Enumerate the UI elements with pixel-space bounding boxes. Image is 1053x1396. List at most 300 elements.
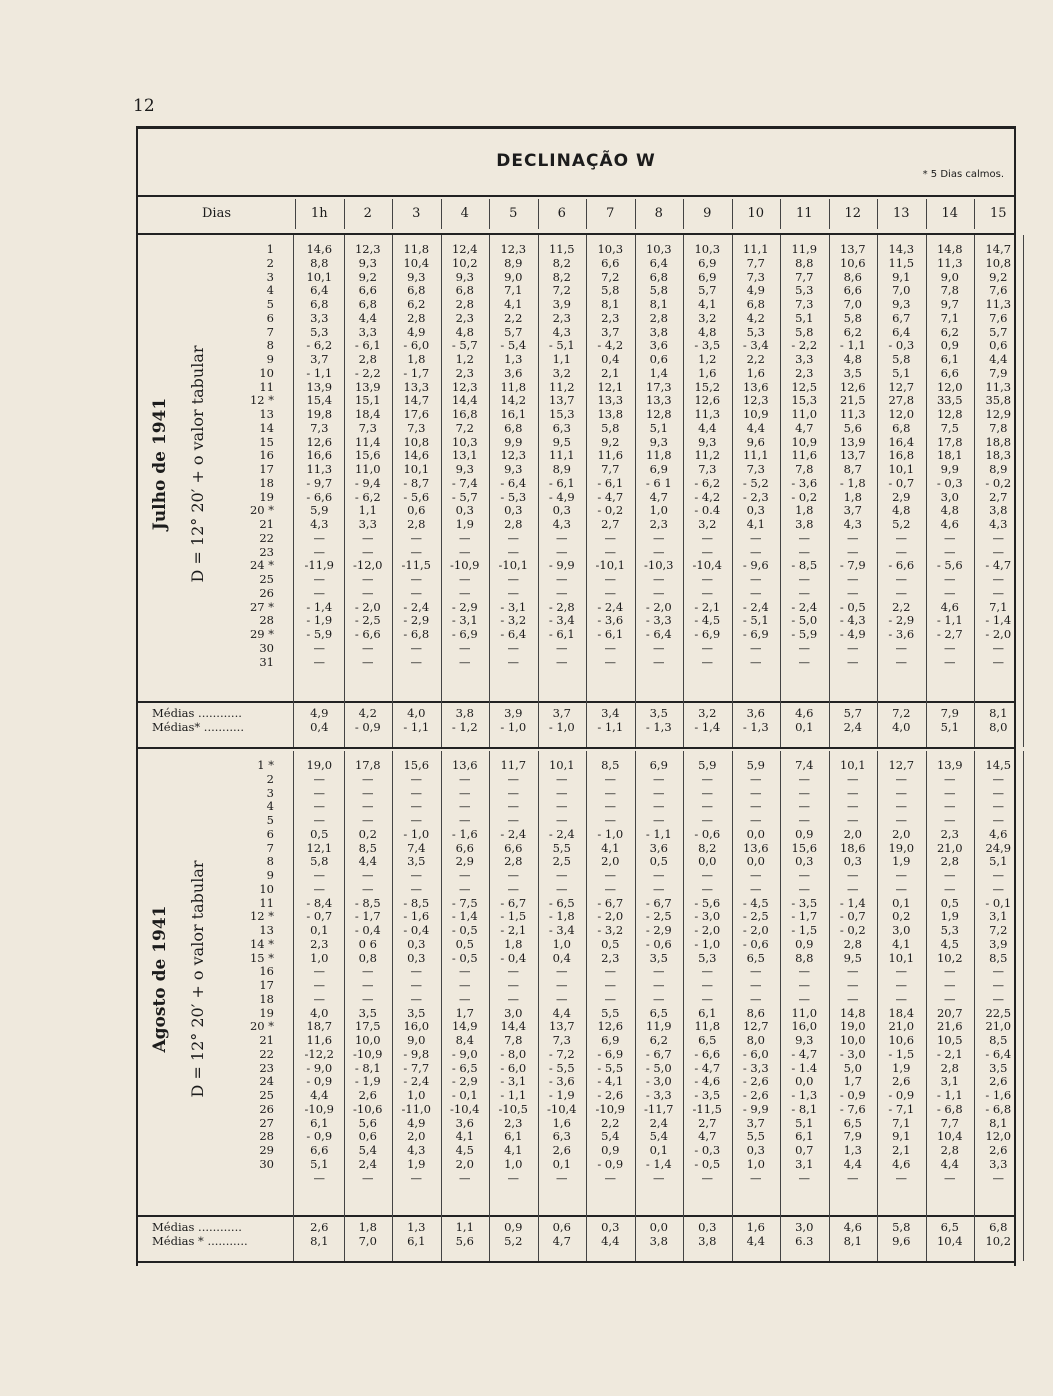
table-cell: 12,0 bbox=[888, 407, 915, 421]
table-cell: — bbox=[410, 654, 422, 669]
table-cell: 11,3 bbox=[985, 297, 1012, 311]
august-means-separator bbox=[138, 1215, 1014, 1217]
table-cell: 12,6 bbox=[597, 1019, 624, 1034]
table-cell: 12,7 bbox=[888, 758, 915, 772]
means-cell: 7,0 bbox=[358, 1233, 377, 1248]
table-cell: - 3,0 bbox=[839, 1046, 866, 1061]
table-cell: - 6,2 bbox=[694, 475, 721, 490]
table-cell: 9,3 bbox=[649, 434, 668, 449]
table-cell: - 3,3 bbox=[742, 1060, 769, 1075]
day-label: 10 bbox=[259, 365, 274, 380]
table-cell: - 2,7 bbox=[936, 627, 963, 641]
day-label: 4 bbox=[266, 283, 274, 298]
table-cell: — bbox=[847, 868, 859, 882]
table-cell: 2,8 bbox=[455, 297, 474, 311]
table-cell: — bbox=[459, 640, 471, 655]
table-cell: — bbox=[556, 544, 568, 559]
table-cell: — bbox=[507, 544, 519, 559]
table-cell: — bbox=[895, 530, 907, 545]
means-divider bbox=[489, 1215, 490, 1261]
table-cell: - 5,9 bbox=[791, 627, 818, 641]
table-cell: 16,0 bbox=[403, 1019, 430, 1034]
table-cell: — bbox=[750, 771, 762, 786]
table-cell: — bbox=[701, 964, 713, 979]
day-label: 29 * bbox=[249, 627, 274, 641]
table-cell: - 0,3 bbox=[936, 475, 963, 490]
means-cell: 0,1 bbox=[795, 719, 814, 734]
table-cell: — bbox=[604, 572, 616, 586]
table-cell: 8,5 bbox=[989, 950, 1008, 965]
table-cell: 1,9 bbox=[455, 517, 474, 531]
table-cell: — bbox=[944, 530, 956, 545]
column-divider bbox=[780, 751, 781, 1215]
table-cell: 1,8 bbox=[504, 936, 523, 951]
table-cell: 0,7 bbox=[795, 1143, 814, 1157]
table-cell: 20,7 bbox=[936, 1005, 963, 1020]
header-hour-10: 10 bbox=[747, 206, 765, 221]
table-cell: 9,3 bbox=[504, 462, 523, 476]
table-cell: 11,3 bbox=[936, 255, 963, 270]
table-cell: 9,0 bbox=[940, 269, 959, 284]
table-cell: 0,6 bbox=[358, 1129, 377, 1144]
table-cell: - 3,2 bbox=[597, 923, 624, 937]
table-cell: 1,6 bbox=[552, 1115, 571, 1130]
table-cell: — bbox=[410, 544, 422, 559]
table-cell: — bbox=[798, 813, 810, 827]
table-cell: - 1,0 bbox=[403, 826, 430, 841]
table-cell: 19,8 bbox=[306, 407, 333, 421]
table-cell: 17,8 bbox=[354, 758, 381, 772]
column-divider bbox=[293, 235, 294, 701]
table-cell: 10,3 bbox=[645, 242, 672, 256]
table-cell: 14,8 bbox=[839, 1005, 866, 1020]
table-cell: 0,8 bbox=[358, 950, 377, 965]
table-cell: 21,0 bbox=[936, 840, 963, 855]
table-cell: — bbox=[847, 544, 859, 559]
table-cell: — bbox=[944, 654, 956, 669]
means-cell: - 1,1 bbox=[597, 719, 624, 734]
table-cell: — bbox=[992, 964, 1004, 979]
table-cell: 9,3 bbox=[455, 269, 474, 284]
table-cell: 7,3 bbox=[310, 420, 329, 435]
table-cell: 8,8 bbox=[795, 255, 814, 270]
table-cell: — bbox=[556, 572, 568, 586]
table-cell: — bbox=[313, 544, 325, 559]
table-cell: - 0,9 bbox=[306, 1074, 333, 1089]
table-cell: 6,4 bbox=[649, 255, 668, 270]
table-cell: — bbox=[604, 813, 616, 827]
header-hour-13: 13 bbox=[892, 206, 910, 221]
table-cell: 6,2 bbox=[843, 324, 862, 339]
table-cell: — bbox=[750, 868, 762, 882]
table-cell: 4,0 bbox=[310, 1005, 329, 1020]
table-cell: 4,3 bbox=[843, 517, 862, 531]
table-cell: 17,5 bbox=[354, 1019, 381, 1034]
table-cell: 7,2 bbox=[455, 420, 474, 435]
means-divider bbox=[293, 1215, 294, 1261]
table-cell: — bbox=[992, 771, 1004, 786]
table-cell: - 3,0 bbox=[645, 1074, 672, 1089]
table-cell: 4,8 bbox=[940, 503, 959, 518]
day-label: 22 bbox=[259, 1046, 274, 1061]
table-cell: — bbox=[847, 785, 859, 800]
table-cell: 8,4 bbox=[455, 1033, 474, 1047]
table-cell: 3,5 bbox=[843, 365, 862, 380]
table-cell: — bbox=[798, 1170, 810, 1185]
means-cell: 3,2 bbox=[698, 706, 717, 720]
table-cell: - 1,1 bbox=[500, 1088, 527, 1102]
table-cell: 10,1 bbox=[403, 462, 430, 476]
table-cell: - 0,2 bbox=[985, 475, 1012, 490]
table-cell: 6,6 bbox=[455, 840, 474, 855]
table-cell: 2,2 bbox=[746, 352, 765, 366]
table-cell: 6,6 bbox=[601, 255, 620, 270]
table-cell: - 9,6 bbox=[742, 558, 769, 573]
table-cell: 7,4 bbox=[407, 840, 426, 855]
table-cell: 0,3 bbox=[795, 854, 814, 869]
table-cell: 6,6 bbox=[310, 1143, 329, 1157]
table-cell: — bbox=[362, 813, 374, 827]
table-cell: - 0,7 bbox=[839, 909, 866, 924]
table-cell: 9,2 bbox=[989, 269, 1008, 284]
table-cell: — bbox=[653, 530, 665, 545]
table-cell: 10,4 bbox=[403, 255, 430, 270]
table-cell: 7,2 bbox=[601, 269, 620, 284]
table-cell: 13,3 bbox=[403, 379, 430, 394]
table-cell: 15,1 bbox=[354, 393, 381, 408]
table-cell: 5,3 bbox=[746, 324, 765, 339]
table-cell: - 7,9 bbox=[839, 558, 866, 573]
table-cell: — bbox=[798, 572, 810, 586]
table-cell: 7,7 bbox=[940, 1115, 959, 1130]
table-cell: — bbox=[653, 868, 665, 882]
column-divider bbox=[586, 235, 587, 701]
means-divider bbox=[974, 1215, 975, 1261]
table-cell: 7,3 bbox=[358, 420, 377, 435]
day-label: 3 bbox=[266, 269, 274, 284]
table-cell: — bbox=[362, 964, 374, 979]
table-cell: — bbox=[798, 991, 810, 1006]
table-cell: — bbox=[944, 572, 956, 586]
day-label: 5 bbox=[266, 813, 274, 827]
table-cell: — bbox=[847, 771, 859, 786]
table-cell: 8,9 bbox=[504, 255, 523, 270]
means-cell: 0,9 bbox=[504, 1220, 523, 1234]
table-cell: 7,1 bbox=[504, 283, 523, 298]
table-cell: - 9,9 bbox=[548, 558, 575, 573]
table-cell: 10,2 bbox=[936, 950, 963, 965]
table-cell: — bbox=[992, 978, 1004, 992]
column-divider bbox=[489, 235, 490, 701]
table-cell: 3,5 bbox=[649, 950, 668, 965]
table-cell: - 0.4 bbox=[694, 503, 721, 518]
table-cell: 7,2 bbox=[989, 923, 1008, 937]
table-cell: 14,9 bbox=[451, 1019, 478, 1034]
table-cell: — bbox=[604, 964, 616, 979]
table-cell: — bbox=[750, 640, 762, 655]
column-divider bbox=[877, 751, 878, 1215]
table-cell: 6,8 bbox=[649, 269, 668, 284]
table-cell: 7,3 bbox=[552, 1033, 571, 1047]
means-cell: 10,4 bbox=[936, 1233, 963, 1248]
table-cell: — bbox=[313, 572, 325, 586]
table-cell: - 6,4 bbox=[500, 627, 527, 641]
table-cell: 8,6 bbox=[843, 269, 862, 284]
table-cell: — bbox=[410, 978, 422, 992]
table-cell: 2,4 bbox=[649, 1115, 668, 1130]
table-cell: 5,3 bbox=[310, 324, 329, 339]
table-cell: — bbox=[507, 991, 519, 1006]
table-cell: 2,5 bbox=[552, 854, 571, 869]
table-cell: 2,1 bbox=[601, 365, 620, 380]
table-cell: — bbox=[410, 572, 422, 586]
table-cell: 5,5 bbox=[601, 1005, 620, 1020]
table-cell: 12,6 bbox=[839, 379, 866, 394]
header-hour-7: 7 bbox=[606, 206, 615, 221]
table-cell: — bbox=[750, 881, 762, 896]
table-cell: - 3,2 bbox=[500, 613, 527, 628]
day-label: 6 bbox=[266, 826, 274, 841]
table-cell: - 0,7 bbox=[306, 909, 333, 924]
table-cell: 18,6 bbox=[839, 840, 866, 855]
table-cell: — bbox=[944, 1170, 956, 1185]
header-hour-1: 1h bbox=[310, 206, 328, 221]
table-cell: 2,4 bbox=[358, 1156, 377, 1171]
table-cell: - 3,3 bbox=[645, 613, 672, 628]
table-cell: 11,6 bbox=[306, 1033, 333, 1047]
table-cell: - 4,7 bbox=[985, 558, 1012, 573]
table-cell: — bbox=[847, 799, 859, 814]
table-cell: 9,9 bbox=[504, 434, 523, 449]
table-cell: 0,5 bbox=[455, 936, 474, 951]
table-cell: - 0,9 bbox=[839, 1088, 866, 1102]
table-cell: - 6,5 bbox=[548, 895, 575, 910]
header-hour-5: 5 bbox=[509, 206, 518, 221]
day-label: 30 bbox=[259, 640, 274, 655]
table-cell: 3,3 bbox=[310, 310, 329, 325]
table-cell: 21,5 bbox=[839, 393, 866, 408]
table-cell: 7,3 bbox=[795, 297, 814, 311]
table-cell: 7,3 bbox=[407, 420, 426, 435]
table-cell: 0,6 bbox=[407, 503, 426, 518]
table-cell: - 2,9 bbox=[451, 599, 478, 614]
day-label: 8 bbox=[266, 854, 274, 869]
table-cell: - 0,6 bbox=[742, 936, 769, 951]
table-cell: 2,3 bbox=[601, 310, 620, 325]
table-cell: 1,9 bbox=[407, 1156, 426, 1171]
means-cell: 8,1 bbox=[310, 1233, 329, 1248]
table-cell: 1,9 bbox=[892, 854, 911, 869]
table-cell: 22,5 bbox=[985, 1005, 1012, 1020]
table-cell: — bbox=[410, 585, 422, 600]
table-cell: 2,3 bbox=[552, 310, 571, 325]
table-cell: - 1,8 bbox=[548, 909, 575, 924]
table-cell: - 2,4 bbox=[403, 1074, 430, 1089]
table-cell: -11,5 bbox=[401, 558, 431, 573]
table-cell: -12,2 bbox=[304, 1046, 334, 1061]
table-cell: 3,3 bbox=[795, 352, 814, 366]
table-cell: - 5,5 bbox=[597, 1060, 624, 1075]
means-cell: 0,3 bbox=[698, 1220, 717, 1234]
table-cell: 6,9 bbox=[698, 255, 717, 270]
header-hour-2: 2 bbox=[363, 206, 372, 221]
table-cell: — bbox=[798, 654, 810, 669]
table-cell: - 5,1 bbox=[742, 613, 769, 628]
table-cell: 5,8 bbox=[310, 854, 329, 869]
table-cell: 0,3 bbox=[407, 936, 426, 951]
day-label: 7 bbox=[266, 324, 274, 339]
table-cell: — bbox=[750, 991, 762, 1006]
day-label: 31 bbox=[259, 654, 274, 669]
table-cell: - 0,2 bbox=[597, 503, 624, 518]
table-cell: — bbox=[847, 654, 859, 669]
table-cell: — bbox=[556, 585, 568, 600]
header-divider bbox=[683, 199, 684, 229]
table-cell: — bbox=[895, 585, 907, 600]
table-cell: 12,5 bbox=[791, 379, 818, 394]
table-cell: 4,9 bbox=[407, 1115, 426, 1130]
table-cell: - 6,6 bbox=[306, 489, 333, 504]
table-cell: — bbox=[750, 785, 762, 800]
means-cell: 4,4 bbox=[746, 1233, 765, 1248]
column-divider bbox=[344, 235, 345, 701]
table-cell: 2,0 bbox=[892, 826, 911, 841]
means-cell: 4,6 bbox=[795, 706, 814, 720]
header-divider bbox=[586, 199, 587, 229]
column-divider bbox=[344, 751, 345, 1215]
table-cell: — bbox=[313, 654, 325, 669]
table-cell: 6,6 bbox=[940, 365, 959, 380]
table-cell: 7,7 bbox=[795, 269, 814, 284]
table-cell: - 1,4 bbox=[645, 1156, 672, 1171]
table-cell: - 2,9 bbox=[888, 613, 915, 628]
table-cell: 17,8 bbox=[936, 434, 963, 449]
table-cell: 1,8 bbox=[795, 503, 814, 518]
table-cell: — bbox=[459, 991, 471, 1006]
table-cell: — bbox=[653, 544, 665, 559]
table-cell: 3,2 bbox=[698, 310, 717, 325]
table-cell: 4,1 bbox=[601, 840, 620, 855]
table-cell: 1,1 bbox=[552, 352, 571, 366]
table-cell: 3,9 bbox=[552, 297, 571, 311]
table-cell: - 0,3 bbox=[888, 338, 915, 353]
table-cell: — bbox=[410, 799, 422, 814]
table-title: DECLINAÇÃO W bbox=[496, 151, 656, 171]
table-cell: 15,6 bbox=[791, 840, 818, 855]
table-cell: 10,1 bbox=[839, 758, 866, 772]
table-cell: - 1,9 bbox=[354, 1074, 381, 1089]
table-cell: -10,9 bbox=[450, 558, 480, 573]
table-cell: - 8,1 bbox=[354, 1060, 381, 1075]
table-cell: — bbox=[313, 813, 325, 827]
table-cell: 16,6 bbox=[306, 448, 333, 463]
table-cell: — bbox=[313, 530, 325, 545]
table-cell: — bbox=[992, 991, 1004, 1006]
table-cell: — bbox=[604, 868, 616, 882]
day-label: 18 bbox=[259, 475, 274, 490]
table-cell: 5,8 bbox=[795, 324, 814, 339]
table-cell: 2,9 bbox=[455, 854, 474, 869]
title-area bbox=[138, 129, 1014, 197]
header-dias: Dias bbox=[201, 206, 231, 221]
table-cell: — bbox=[507, 585, 519, 600]
table-cell: 16,8 bbox=[888, 448, 915, 463]
table-cell: 2,3 bbox=[455, 365, 474, 380]
table-cell: 5,1 bbox=[892, 365, 911, 380]
day-label: 4 bbox=[266, 799, 274, 814]
table-cell: 10,0 bbox=[839, 1033, 866, 1047]
table-cell: 6,8 bbox=[746, 297, 765, 311]
table-cell: 6,6 bbox=[843, 283, 862, 298]
means-divider bbox=[1023, 701, 1024, 747]
means-divider bbox=[441, 1215, 442, 1261]
table-cell: — bbox=[556, 991, 568, 1006]
table-cell: 10,9 bbox=[791, 434, 818, 449]
day-label: 20 * bbox=[249, 1019, 274, 1034]
table-cell: — bbox=[798, 881, 810, 896]
table-cell: - 3,6 bbox=[597, 613, 624, 628]
table-cell: - 2,5 bbox=[742, 909, 769, 924]
day-label: 11 bbox=[259, 895, 274, 910]
table-cell: 1,7 bbox=[455, 1005, 474, 1020]
table-cell: — bbox=[992, 868, 1004, 882]
table-cell: 0,0 bbox=[746, 826, 765, 841]
table-cell: — bbox=[750, 978, 762, 992]
table-cell: 9,5 bbox=[843, 950, 862, 965]
table-cell: 4,7 bbox=[649, 489, 668, 504]
means-divider bbox=[586, 1215, 587, 1261]
table-cell: 9,7 bbox=[940, 297, 959, 311]
table-cell: 15,3 bbox=[791, 393, 818, 408]
table-cell: — bbox=[944, 585, 956, 600]
table-cell: — bbox=[653, 785, 665, 800]
table-cell: 8,7 bbox=[843, 462, 862, 476]
table-cell: 0,1 bbox=[649, 1143, 668, 1157]
table-cell: 8,1 bbox=[649, 297, 668, 311]
table-cell: — bbox=[750, 799, 762, 814]
table-cell: - 6,1 bbox=[597, 627, 624, 641]
table-cell: 7,0 bbox=[892, 283, 911, 298]
table-cell: 8,9 bbox=[989, 462, 1008, 476]
table-cell: 12,9 bbox=[985, 407, 1012, 421]
column-divider bbox=[829, 751, 830, 1215]
august-means-label: Médias * ........... bbox=[152, 1233, 248, 1248]
table-cell: - 6,9 bbox=[451, 627, 478, 641]
table-cell: — bbox=[750, 572, 762, 586]
table-cell: — bbox=[798, 771, 810, 786]
means-divider bbox=[441, 701, 442, 747]
table-cell: — bbox=[313, 799, 325, 814]
table-cell: 11,9 bbox=[645, 1019, 672, 1034]
table-cell: -11,7 bbox=[644, 1101, 674, 1116]
day-label: 1 bbox=[266, 242, 274, 256]
table-cell: 16,1 bbox=[500, 407, 527, 421]
means-divider bbox=[780, 1215, 781, 1261]
table-cell: 6,6 bbox=[358, 283, 377, 298]
table-cell: — bbox=[701, 881, 713, 896]
table-cell: - 5,7 bbox=[451, 489, 478, 504]
table-cell: - 9,7 bbox=[306, 475, 333, 490]
means-cell: 0,0 bbox=[649, 1220, 668, 1234]
table-cell: 17,6 bbox=[403, 407, 430, 421]
table-cell: - 5,6 bbox=[403, 489, 430, 504]
table-cell: - 0,5 bbox=[451, 923, 478, 937]
table-cell: — bbox=[944, 978, 956, 992]
table-cell: - 2,2 bbox=[354, 365, 381, 380]
table-cell: - 6,1 bbox=[548, 475, 575, 490]
column-divider bbox=[974, 235, 975, 701]
table-cell: 15,6 bbox=[354, 448, 381, 463]
